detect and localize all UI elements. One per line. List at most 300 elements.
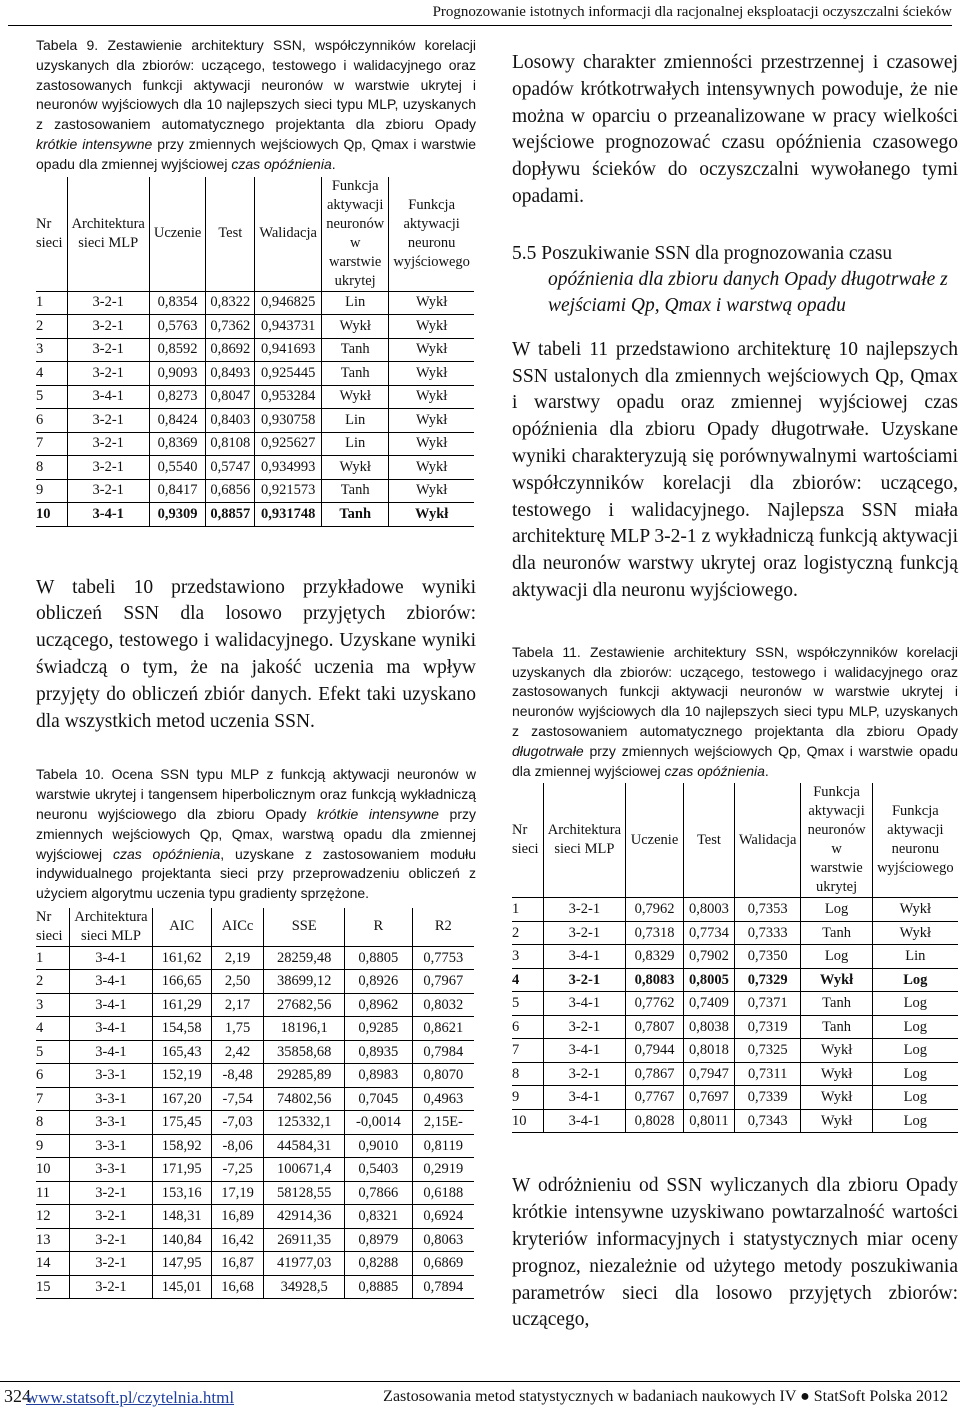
table-row	[36, 1017, 474, 1041]
table-cell: 42914,36	[264, 1205, 345, 1229]
table-cell: 0,7984	[412, 1040, 474, 1064]
table-cell: 35858,68	[264, 1040, 345, 1064]
table-cell: Log	[872, 1015, 958, 1039]
table-row	[512, 921, 958, 945]
table-row	[512, 1086, 958, 1110]
table9-header-cell: Nr sieci	[36, 215, 63, 251]
table-cell: Wykł	[872, 921, 958, 945]
table-cell: 0,7339	[734, 1086, 801, 1110]
table9-header-cell: Architektura sieci MLP	[67, 177, 149, 292]
table-cell: 9	[512, 1089, 520, 1106]
table-cell: Wykł	[389, 409, 474, 433]
table-cell: 0,8493	[206, 362, 255, 386]
table-cell: 0,7350	[734, 945, 801, 969]
table-cell: 3-4-1	[67, 503, 149, 527]
paragraph-table11-intro: W tabeli 11 przedstawiono architekturę 10 najlepszych SSN ustalonych dla zmiennych wejściowych Qp, Qmax i warstwy opadu oraz zmiennej wyjściowej czas opóźnienia dla zbioru Opady długotrwałe. Uzyskane wyniki charakteryzują się porównywalnymi wartościami współczynników korelacji dla zbiorów: uczącego, testowego i walidacyjnego. Najlepsza SSN miała architekturę MLP 3-2-1 z wykładniczą funkcją aktywacji dla neuronów warstwy ukrytej oraz logistyczną funkcją aktywacji dla neuronu wyjściowego.	[512, 338, 958, 601]
table11-caption: Tabela 11. Zestawienie architektury SSN, współczynników korelacji uzyskanych dla zbiorów: uczącego, testowego i walidacyjnego oraz zastosowanych funkcji aktywacji neuronów w warstwie ukrytej i neuronów wyjściowych dla 10 najlepszych sieci typu MLP, uzyskanych z zastosowaniem automatycznego projektanta dla zbioru Opady długotrwałe przy zmiennych wejściowych Qp, Qmax i warstwie opadu dla zmiennej wyjściowej czas opóźnienia.	[512, 643, 958, 779]
table-cell: -7,54	[211, 1087, 264, 1111]
table-cell: Wykł	[389, 432, 474, 456]
table-cell: 6	[36, 411, 44, 428]
table-cell: 0,8926	[345, 970, 413, 994]
table-cell: Lin	[322, 409, 389, 433]
table-row	[512, 1039, 958, 1063]
table-cell: Lin	[322, 432, 389, 456]
table-cell: 41977,03	[264, 1252, 345, 1276]
table-cell: 34928,5	[264, 1275, 345, 1299]
table-row	[36, 362, 474, 386]
table11-header-cell: Test	[684, 783, 735, 898]
table-cell: 6	[512, 1018, 520, 1035]
table-cell: 16,87	[211, 1252, 264, 1276]
table-cell: 161,29	[152, 993, 211, 1017]
table-cell: 9	[36, 482, 44, 499]
table-cell: 3-2-1	[543, 921, 625, 945]
table-cell: 0,8621	[412, 1017, 474, 1041]
table-cell: 154,58	[152, 1017, 211, 1041]
table-row	[36, 479, 474, 503]
table-cell: 0,7333	[734, 921, 801, 945]
table-cell: 3-2-1	[70, 1228, 152, 1252]
table-cell: 0,8032	[412, 993, 474, 1017]
table-cell: 0,7325	[734, 1039, 801, 1063]
table-cell: 0,943731	[255, 315, 322, 339]
table-cell: 3-4-1	[543, 992, 625, 1016]
table10-header-cell: Architektura sieci MLP	[70, 908, 152, 947]
table-cell: Log	[872, 1039, 958, 1063]
table-cell: Log	[872, 992, 958, 1016]
table-cell: 3-2-1	[67, 291, 149, 315]
table-cell: 13	[36, 1231, 51, 1248]
table-cell: 0,8108	[206, 432, 255, 456]
table-cell: Lin	[872, 945, 958, 969]
table-cell: Log	[872, 1062, 958, 1086]
table-cell: 0,953284	[255, 385, 322, 409]
table-cell: Wykł	[389, 338, 474, 362]
table-cell: Lin	[322, 291, 389, 315]
table-row	[36, 970, 474, 994]
table-row	[36, 456, 474, 480]
table11	[512, 783, 958, 1133]
table-cell: 2	[36, 973, 44, 990]
table-cell: 0,7753	[412, 946, 474, 970]
table10-header-cell: AICc	[211, 908, 264, 947]
table11-header-cell: Walidacja	[734, 783, 801, 898]
table-cell: 0,6188	[412, 1181, 474, 1205]
table-cell: 6	[36, 1067, 44, 1084]
table-cell: 0,2919	[412, 1158, 474, 1182]
paragraph-random-nature: Losowy charakter zmienności przestrzennej i czasowej opadów krótkotrwałych intensywnych powoduje, że nie można w oparciu o przeanalizowane w pracy wielkości wejściowe prognozować czasu opóźnienia czasowego dopływu ścieków do oczyszczalni wywołanego tymi opadami.	[512, 52, 958, 207]
table-row	[36, 1158, 474, 1182]
table-cell: 1	[512, 901, 520, 918]
table-cell: Wykł	[389, 315, 474, 339]
table10	[36, 908, 474, 1300]
table-cell: 0,9010	[345, 1134, 413, 1158]
table-cell: 148,31	[152, 1205, 211, 1229]
table-cell: 3-2-1	[67, 362, 149, 386]
table-cell: 3	[36, 341, 44, 358]
table-row	[512, 945, 958, 969]
table-cell: 0,931748	[255, 503, 322, 527]
table-cell: 0,8321	[345, 1205, 413, 1229]
table-cell: 3-2-1	[67, 315, 149, 339]
table-cell: 0,8329	[626, 945, 684, 969]
table-cell: 10	[36, 505, 51, 522]
table-cell: 3-2-1	[543, 1015, 625, 1039]
table-cell: 152,19	[152, 1064, 211, 1088]
table-cell: Tanh	[801, 921, 872, 945]
table-cell: 0,7962	[626, 898, 684, 922]
table-cell: Wykł	[322, 456, 389, 480]
table-cell: 38699,12	[264, 970, 345, 994]
table-cell: 2	[512, 924, 520, 941]
table9-header-cell: Funkcja aktywacji neuronu wyjściowego	[389, 177, 474, 292]
table-cell: 0,7697	[684, 1086, 735, 1110]
table11-header-cell: Uczenie	[626, 783, 684, 898]
table-cell: 8	[512, 1065, 520, 1082]
table-cell: 0,7967	[412, 970, 474, 994]
table-cell: 0,4963	[412, 1087, 474, 1111]
table-cell: 0,7311	[734, 1062, 801, 1086]
table-cell: 18196,1	[264, 1017, 345, 1041]
table-cell: 0,7353	[734, 898, 801, 922]
table-cell: 3-2-1	[70, 1275, 152, 1299]
table-row	[36, 315, 474, 339]
table-cell: 0,7045	[345, 1087, 413, 1111]
table-cell: 1	[36, 949, 44, 966]
table-row	[36, 1087, 474, 1111]
table-cell: 3-4-1	[70, 1040, 152, 1064]
table-cell: Log	[801, 945, 872, 969]
table-cell: 3-4-1	[543, 945, 625, 969]
table-cell: 0,7762	[626, 992, 684, 1016]
table-cell: Wykł	[872, 898, 958, 922]
table-cell: 0,5403	[345, 1158, 413, 1182]
table-cell: Wykł	[389, 291, 474, 315]
table-cell: Tanh	[322, 362, 389, 386]
table-cell: Tanh	[322, 479, 389, 503]
table-cell: 0,8979	[345, 1228, 413, 1252]
table-cell: 0,7894	[412, 1275, 474, 1299]
table-cell: 0,7867	[626, 1062, 684, 1086]
table-cell: 3-3-1	[70, 1111, 152, 1135]
table-cell: Log	[872, 1086, 958, 1110]
table-cell: 3-4-1	[543, 1039, 625, 1063]
left-column	[36, 36, 476, 1299]
table-cell: 0,7944	[626, 1039, 684, 1063]
table-cell: 3-3-1	[70, 1087, 152, 1111]
table-cell: 4	[512, 971, 520, 988]
table-cell: -7,25	[211, 1158, 264, 1182]
table-cell: 0,8070	[412, 1064, 474, 1088]
table-cell: 27682,56	[264, 993, 345, 1017]
table-cell: 0,8403	[206, 409, 255, 433]
table-cell: Wykł	[389, 456, 474, 480]
table-cell: Wykł	[322, 315, 389, 339]
table-cell: 0,9309	[149, 503, 206, 527]
table-cell: 0,7767	[626, 1086, 684, 1110]
table11-header-cell: Nr sieci	[512, 822, 539, 858]
table-cell: 0,8983	[345, 1064, 413, 1088]
table-cell: 3-2-1	[70, 1205, 152, 1229]
table-cell: 167,20	[152, 1087, 211, 1111]
table-cell: 44584,31	[264, 1134, 345, 1158]
table-cell: Tanh	[322, 503, 389, 527]
table-cell: 147,95	[152, 1252, 211, 1276]
table10-header-cell: AIC	[152, 908, 211, 947]
table-cell: 1	[36, 294, 44, 311]
table-cell: 0,925445	[255, 362, 322, 386]
table-cell: 0,8805	[345, 946, 413, 970]
table-cell: 29285,89	[264, 1064, 345, 1088]
table-cell: 165,43	[152, 1040, 211, 1064]
table-row	[36, 993, 474, 1017]
table-cell: 0,7902	[684, 945, 735, 969]
table-cell: 3-2-1	[67, 456, 149, 480]
table-cell: 74802,56	[264, 1087, 345, 1111]
table-cell: 3-4-1	[543, 1109, 625, 1133]
table-cell: Wykł	[389, 479, 474, 503]
table-cell: 0,8038	[684, 1015, 735, 1039]
table9-header-cell: Walidacja	[255, 177, 322, 292]
table-cell: 58128,55	[264, 1181, 345, 1205]
table-row	[36, 946, 474, 970]
table-cell: 0,8083	[626, 968, 684, 992]
table-cell: 3-3-1	[70, 1064, 152, 1088]
table-cell: 3-2-1	[67, 432, 149, 456]
table-cell: 10	[512, 1112, 527, 1129]
table-cell: Wykł	[801, 1109, 872, 1133]
table-cell: 2,17	[211, 993, 264, 1017]
table-cell: 16,42	[211, 1228, 264, 1252]
table9-header-cell: Test	[206, 177, 255, 292]
page-number: 324	[4, 1386, 31, 1406]
table-cell: 0,930758	[255, 409, 322, 433]
table-cell: 2	[36, 317, 44, 334]
table-cell: 3-3-1	[70, 1158, 152, 1182]
table-cell: 7	[36, 435, 44, 452]
table-cell: 3-2-1	[70, 1181, 152, 1205]
table-row	[36, 1111, 474, 1135]
table-cell: 8	[36, 1114, 44, 1131]
table-cell: 0,8369	[149, 432, 206, 456]
table-cell: 3-4-1	[70, 970, 152, 994]
table-cell: Log	[801, 898, 872, 922]
table-cell: 0,5763	[149, 315, 206, 339]
table-cell: 8	[36, 458, 44, 475]
table-cell: 0,8885	[345, 1275, 413, 1299]
table-cell: Wykł	[389, 385, 474, 409]
table-cell: 0,921573	[255, 479, 322, 503]
table-cell: 2,19	[211, 946, 264, 970]
table-cell: 0,6869	[412, 1252, 474, 1276]
table-cell: 0,8005	[684, 968, 735, 992]
table-row	[36, 1252, 474, 1276]
table-cell: 140,84	[152, 1228, 211, 1252]
table-row	[36, 1181, 474, 1205]
table-cell: 0,925627	[255, 432, 322, 456]
table-row	[512, 898, 958, 922]
table-cell: 28259,48	[264, 946, 345, 970]
table-cell: 0,9093	[149, 362, 206, 386]
table-cell: 125332,1	[264, 1111, 345, 1135]
table-cell: 153,16	[152, 1181, 211, 1205]
table-cell: 0,8354	[149, 291, 206, 315]
table-cell: 0,6856	[206, 479, 255, 503]
table-cell: Tanh	[322, 338, 389, 362]
table-cell: 171,95	[152, 1158, 211, 1182]
table-cell: -8,06	[211, 1134, 264, 1158]
table-cell: 0,8288	[345, 1252, 413, 1276]
table-cell: 0,8424	[149, 409, 206, 433]
table-cell: 0,7343	[734, 1109, 801, 1133]
table-cell: Wykł	[801, 1086, 872, 1110]
table-cell: 2,50	[211, 970, 264, 994]
table-cell: 3-2-1	[543, 968, 625, 992]
table-cell: 0,6924	[412, 1205, 474, 1229]
page-footer	[0, 1381, 960, 1416]
table-row	[36, 503, 474, 527]
table-cell: 3-2-1	[67, 409, 149, 433]
table-cell: 0,8962	[345, 993, 413, 1017]
table-cell: 0,8417	[149, 479, 206, 503]
table-row	[36, 409, 474, 433]
table-cell: 3-2-1	[67, 338, 149, 362]
table-cell: 0,7734	[684, 921, 735, 945]
table9-caption: Tabela 9. Zestawienie architektury SSN, współczynników korelacji uzyskanych dla zbiorów: uczącego, testowego i walidacyjnego oraz zastosowanych funkcji aktywacji neuronów w warstwie ukrytej i neuronów wyjściowych dla 10 najlepszych sieci typu MLP, uzyskanych z zastosowaniem automatycznego projektanta dla zbioru Opady krótkie intensywne przy zmiennych wejściowych Qp, Qmax i warstwie opadu dla zmiennej wyjściowej czas opóźnienia.	[36, 37, 476, 172]
table-cell: 1,75	[211, 1017, 264, 1041]
table-row	[36, 1275, 474, 1299]
table-row	[36, 291, 474, 315]
table-cell: 0,7362	[206, 315, 255, 339]
table-cell: 7	[36, 1090, 44, 1107]
table-cell: 0,9285	[345, 1017, 413, 1041]
table-cell: Wykł	[389, 362, 474, 386]
table-cell: 9	[36, 1137, 44, 1154]
table-cell: 3-2-1	[70, 1252, 152, 1276]
table-cell: 0,941693	[255, 338, 322, 362]
table-cell: 26911,35	[264, 1228, 345, 1252]
table11-header-cell: Funkcja aktywacji neuronu wyjściowego	[872, 783, 958, 898]
table-cell: 0,8003	[684, 898, 735, 922]
paragraph-comparison: W odróżnieniu od SSN wyliczanych dla zbioru Opady krótkie intensywne uzyskiwano powtarzalność wartości kryteriów informacyjnych i statystycznych miar oceny prognoz, niezależnie od użytego metody poszukiwania parametrów sieci dla losowo przyjętych zbiorów: uczącego,	[512, 1175, 958, 1331]
table-cell: Log	[872, 968, 958, 992]
table-cell: 3-2-1	[543, 898, 625, 922]
section-heading: 5.5 Poszukiwanie SSN dla prognozowania czasu opóźnienia dla zbioru danych Opady długotrwałe z wejściami Qp, Qmax i warstwą opadu	[512, 242, 948, 316]
table10-header-cell: SSE	[264, 908, 345, 947]
table-cell: 0,8063	[412, 1228, 474, 1252]
table-cell: 3-4-1	[70, 993, 152, 1017]
table-cell: Log	[872, 1109, 958, 1133]
table-cell: 3-2-1	[543, 1062, 625, 1086]
table10-header-cell: R2	[412, 908, 474, 947]
table-cell: 0,8011	[684, 1109, 735, 1133]
table-row	[36, 432, 474, 456]
table-cell: 3	[512, 948, 520, 965]
table-row	[36, 1064, 474, 1088]
table-row	[36, 1134, 474, 1158]
paragraph-table10-intro: W tabeli 10 przedstawiono przykładowe wyniki obliczeń SSN dla losowo przyjętych zbiorów: uczącego, testowego i walidacyjnego. Uzyskane wyniki świadczą o tym, że na jakość uczenia ma wpływ przyjęty do obliczeń zbiór danych. Efekt taki uzyskano dla wszystkich metod uczenia SSN.	[36, 576, 476, 732]
table-row	[512, 992, 958, 1016]
table-cell: Wykł	[389, 503, 474, 527]
table9-header-cell: Uczenie	[149, 177, 206, 292]
table-cell: 0,8028	[626, 1109, 684, 1133]
table-cell: 5	[36, 1043, 44, 1060]
table-cell: 3-2-1	[67, 479, 149, 503]
table-cell: 2,42	[211, 1040, 264, 1064]
table-cell: 0,7807	[626, 1015, 684, 1039]
table-cell: 3-4-1	[70, 946, 152, 970]
table-cell: 100671,4	[264, 1158, 345, 1182]
table-cell: Wykł	[322, 385, 389, 409]
table-cell: -7,03	[211, 1111, 264, 1135]
table-row	[36, 385, 474, 409]
table-cell: 158,92	[152, 1134, 211, 1158]
table-cell: Wykł	[801, 1062, 872, 1086]
table-cell: 5	[36, 388, 44, 405]
table-cell: 0,8592	[149, 338, 206, 362]
table-row	[512, 968, 958, 992]
table-row	[512, 1109, 958, 1133]
table10-header-cell: R	[345, 908, 413, 947]
table-row	[512, 1062, 958, 1086]
table-cell: 161,62	[152, 946, 211, 970]
footer-publication: Zastosowania metod statystycznych w badaniach naukowych IV ● StatSoft Polska 2012	[383, 1388, 948, 1405]
table-cell: 175,45	[152, 1111, 211, 1135]
table-row	[36, 1205, 474, 1229]
table-cell: -0,0014	[345, 1111, 413, 1135]
table-cell: 166,65	[152, 970, 211, 994]
table-cell: 0,946825	[255, 291, 322, 315]
table-cell: 0,5540	[149, 456, 206, 480]
table11-header-cell: Architektura sieci MLP	[543, 783, 625, 898]
right-column	[512, 50, 958, 1334]
table-cell: 2,15E-	[412, 1111, 474, 1135]
table-cell: 10	[36, 1161, 51, 1178]
table-cell: 11	[36, 1184, 50, 1201]
footer-link[interactable]: www.statsoft.pl/czytelnia.html	[26, 1388, 235, 1407]
running-header: Prognozowanie istotnych informacji dla racjonalnej eksploatacji oczyszczalni ścieków	[8, 4, 952, 26]
table-cell: 3-4-1	[67, 385, 149, 409]
table-cell: 16,89	[211, 1205, 264, 1229]
table-cell: 15	[36, 1278, 51, 1295]
table-cell: Wykł	[801, 968, 872, 992]
table-cell: 17,19	[211, 1181, 264, 1205]
table9-header-cell: Funkcja aktywacji neuronów w warstwie ukrytej	[322, 177, 389, 292]
table-cell: 0,8935	[345, 1040, 413, 1064]
table-cell: 4	[36, 364, 44, 381]
table-row	[512, 1015, 958, 1039]
table-cell: 0,8119	[412, 1134, 474, 1158]
table-cell: 0,7318	[626, 921, 684, 945]
table-cell: 145,01	[152, 1275, 211, 1299]
table-cell: Wykł	[801, 1039, 872, 1063]
table-cell: 0,7409	[684, 992, 735, 1016]
table11-header-cell: Funkcja aktywacji neuronów w warstwie ukrytej	[801, 783, 872, 898]
table-cell: 3-4-1	[70, 1017, 152, 1041]
table-row	[36, 338, 474, 362]
table-cell: 7	[512, 1042, 520, 1059]
table-cell: 0,7319	[734, 1015, 801, 1039]
table-cell: 12	[36, 1208, 51, 1225]
table-cell: 0,7371	[734, 992, 801, 1016]
table-row	[36, 1040, 474, 1064]
table-cell: 16,68	[211, 1275, 264, 1299]
table10-caption: Tabela 10. Ocena SSN typu MLP z funkcją aktywacji neuronów w warstwie ukrytej i tangensem hiperbolicznym oraz funkcją wykładniczą neuronu wyjściowego dla zbioru Opady krótkie intensywne przy zmiennych wejściowych Qp, Qmax, warstwą opadu dla zmiennej wyjściowej czas opóźnienia, uzyskane z zastosowaniem modułu indywidualnego projektanta sieci przy przeprowadzeniu obliczeń z użyciem algorytmu uczenia typu gradienty sprzężone.	[36, 766, 477, 902]
table-cell: 0,934993	[255, 456, 322, 480]
table-cell: 4	[36, 1020, 44, 1037]
table-cell: Tanh	[801, 1015, 872, 1039]
table-row	[36, 1228, 474, 1252]
